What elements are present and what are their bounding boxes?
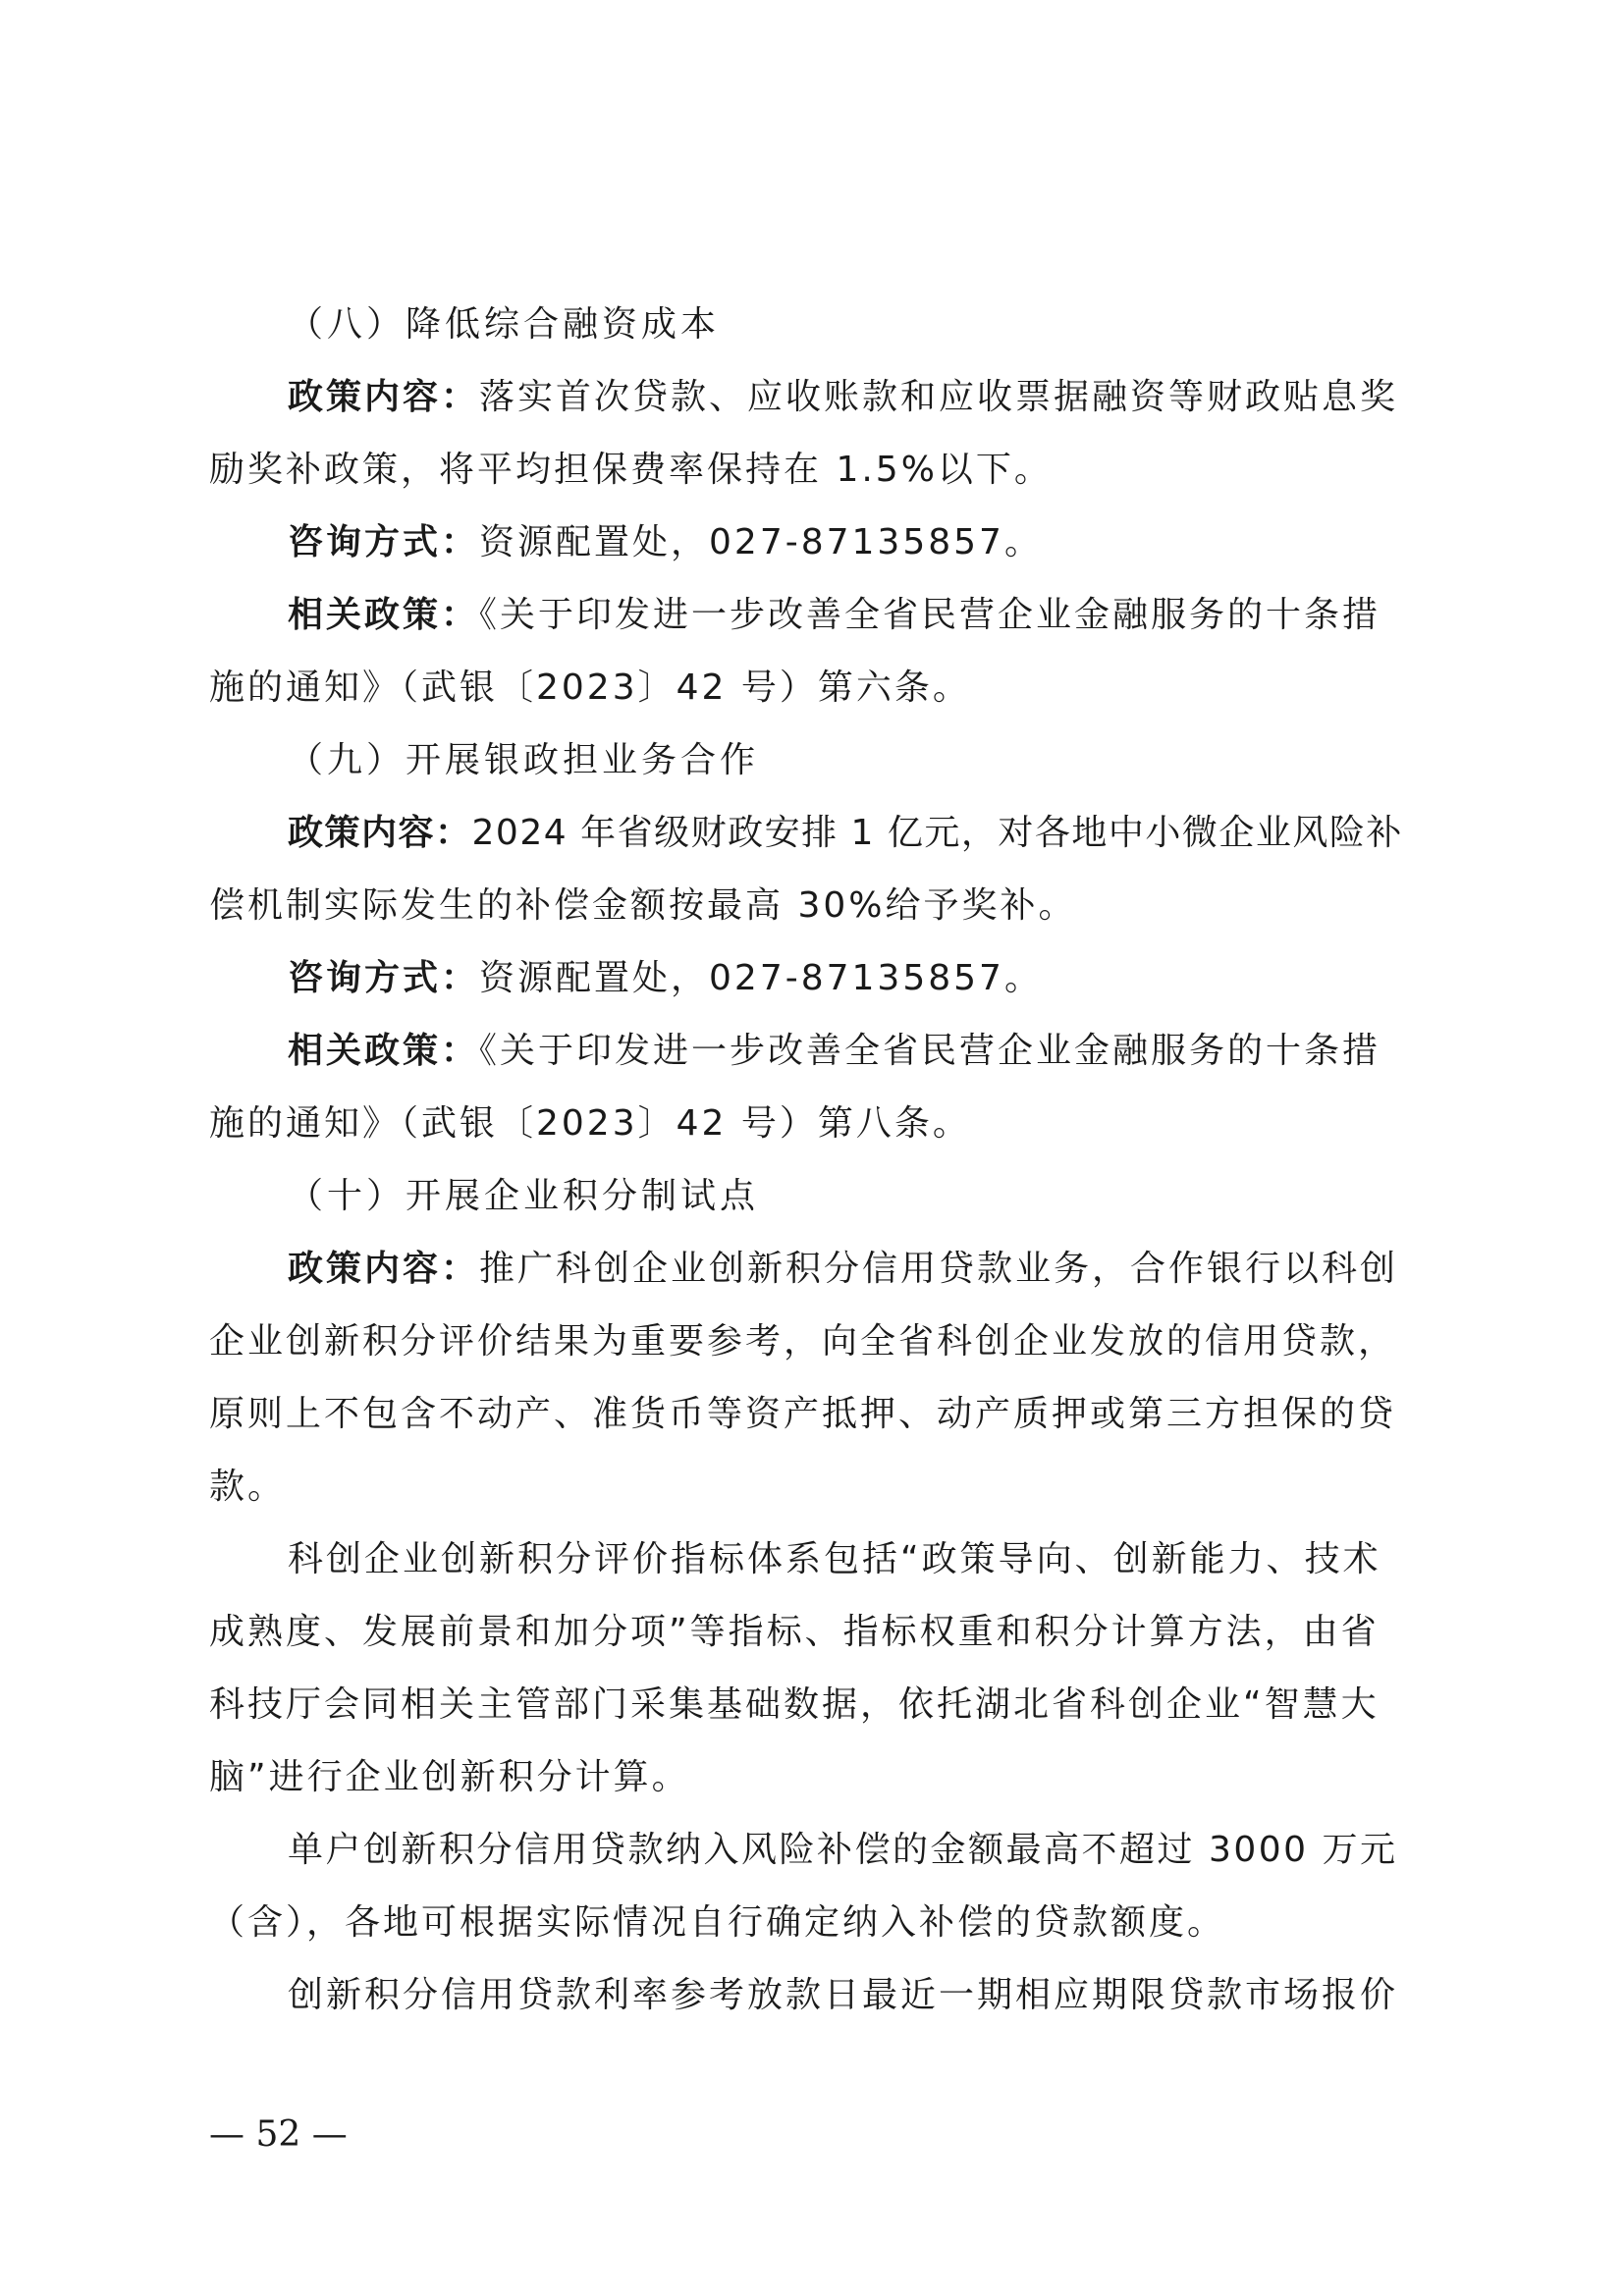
- section-8-content-line-2: 励奖补政策，将平均担保费率保持在 1.5%以下。: [209, 450, 1053, 490]
- section-9-consult: [288, 951, 1409, 1006]
- paragraph-1-line-3: 科技厅会同相关主管部门采集基础数据，依托湖北省科创企业“智慧大: [209, 1684, 1380, 1725]
- section-8-heading: （八）降低综合融资成本: [288, 304, 721, 345]
- section-8-related-line-1: [288, 588, 1409, 643]
- section-9-content-line-2: 偿机制实际发生的补偿金额按最高 30%给予奖补。: [209, 885, 1077, 926]
- paragraph-3-line-1: 创新积分信用贷款利率参考放款日最近一期相应期限贷款市场报价: [288, 1975, 1399, 2015]
- section-8-related-line-2: 施的通知》（武银〔2023〕42 号）第六条。: [209, 667, 971, 708]
- consult-label: 咨询方式：: [288, 958, 480, 998]
- policy-content-label: 政策内容：: [288, 1249, 480, 1289]
- policy-content-text: 落实首次贷款、应收账款和应收票据融资等财政贴息奖: [479, 377, 1399, 417]
- policy-content-label: 政策内容：: [288, 813, 472, 853]
- section-10-content-line-1: [288, 1242, 1409, 1297]
- section-8-consult: [288, 515, 1409, 570]
- section-10-content-line-2: 企业创新积分评价结果为重要参考，向全省科创企业发放的信用贷款，: [209, 1321, 1397, 1362]
- paragraph-1-line-2: 成熟度、发展前景和加分项”等指标、指标权重和积分计算方法，由省: [209, 1612, 1380, 1652]
- policy-content-label: 政策内容：: [288, 377, 480, 417]
- section-10-heading: （十）开展企业积分制试点: [288, 1176, 760, 1216]
- related-policy-text: 《关于印发进一步改善全省民营企业金融服务的十条措: [479, 595, 1381, 635]
- section-9-related-line-1: [288, 1024, 1409, 1079]
- page-number: — 52 —: [209, 2114, 348, 2155]
- related-policy-label: 相关政策：: [288, 1031, 480, 1071]
- section-9-heading: （九）开展银政担业务合作: [288, 740, 760, 780]
- related-policy-text: 《关于印发进一步改善全省民营企业金融服务的十条措: [479, 1031, 1381, 1071]
- policy-content-text: 推广科创企业创新积分信用贷款业务，合作银行以科创: [479, 1249, 1399, 1289]
- section-10-content-line-4: 款。: [209, 1467, 287, 1507]
- section-8-content-line-1: [288, 370, 1409, 425]
- paragraph-1-line-4: 脑”进行企业创新积分计算。: [209, 1757, 690, 1797]
- section-9-related-line-2: 施的通知》（武银〔2023〕42 号）第八条。: [209, 1103, 971, 1144]
- related-policy-label: 相关政策：: [288, 595, 480, 635]
- consult-text: 资源配置处，027-87135857。: [479, 522, 1043, 562]
- paragraph-2-line-2: （含），各地可根据实际情况自行确定纳入补偿的贷款额度。: [209, 1902, 1226, 1943]
- paragraph-2-line-1: 单户创新积分信用贷款纳入风险补偿的金额最高不超过 3000 万元: [288, 1830, 1398, 1870]
- section-9-content-line-1: [288, 806, 1409, 861]
- policy-content-text: 2024 年省级财政安排 1 亿元，对各地中小微企业风险补: [471, 813, 1403, 853]
- consult-text: 资源配置处，027-87135857。: [479, 958, 1043, 998]
- paragraph-1-line-1: 科创企业创新积分评价指标体系包括“政策导向、创新能力、技术: [288, 1539, 1381, 1579]
- section-10-content-line-3: 原则上不包含不动产、准货币等资产抵押、动产质押或第三方担保的贷: [209, 1394, 1397, 1434]
- consult-label: 咨询方式：: [288, 522, 480, 562]
